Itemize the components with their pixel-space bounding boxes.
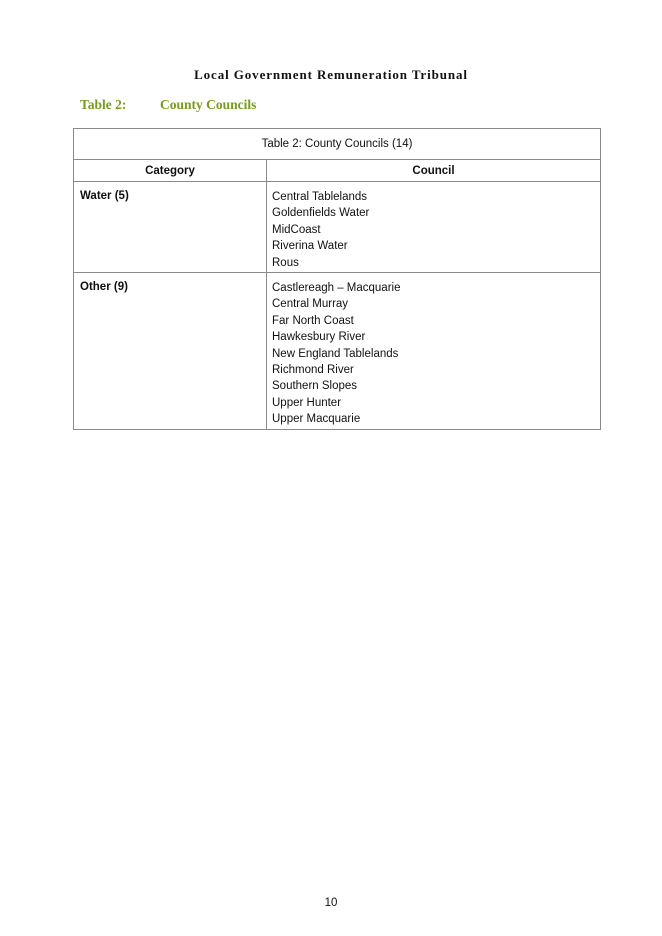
page-number: 10 [324, 897, 338, 909]
table-row [74, 182, 601, 273]
council-name: Rous [272, 256, 299, 269]
column-header-category: Category [74, 160, 267, 182]
section-number: Table 2: [80, 97, 127, 112]
category-cell: Other (9) [74, 273, 267, 430]
table-caption: Table 2: County Councils (14) [74, 129, 601, 160]
council-name: Upper Hunter [272, 396, 342, 409]
table-header-row [74, 160, 601, 182]
council-name: Southern Slopes [272, 380, 358, 393]
council-name: Castlereagh – Macquarie [272, 282, 401, 295]
table-caption-row [74, 129, 601, 160]
council-name: Central Tablelands [272, 191, 368, 203]
county-councils-table [73, 128, 601, 430]
section-heading [80, 97, 256, 113]
column-header-council: Council [267, 160, 601, 182]
council-name: New England Tablelands [272, 347, 399, 360]
category-cell: Water (5) [74, 182, 267, 273]
section-title: County Councils [160, 97, 257, 112]
council-name: Upper Macquarie [272, 413, 361, 426]
council-name: Hawkesbury River [272, 331, 366, 344]
council-list [267, 182, 601, 273]
council-name: Goldenfields Water [272, 207, 370, 220]
council-name: Riverina Water [272, 240, 348, 253]
document-header: Local Government Remuneration Tribunal [194, 67, 468, 82]
council-name: MidCoast [272, 223, 321, 236]
council-list [267, 273, 601, 430]
council-name: Richmond River [272, 364, 354, 377]
council-name: Central Murray [272, 298, 349, 311]
council-name: Far North Coast [272, 314, 354, 327]
table-row [74, 273, 601, 430]
